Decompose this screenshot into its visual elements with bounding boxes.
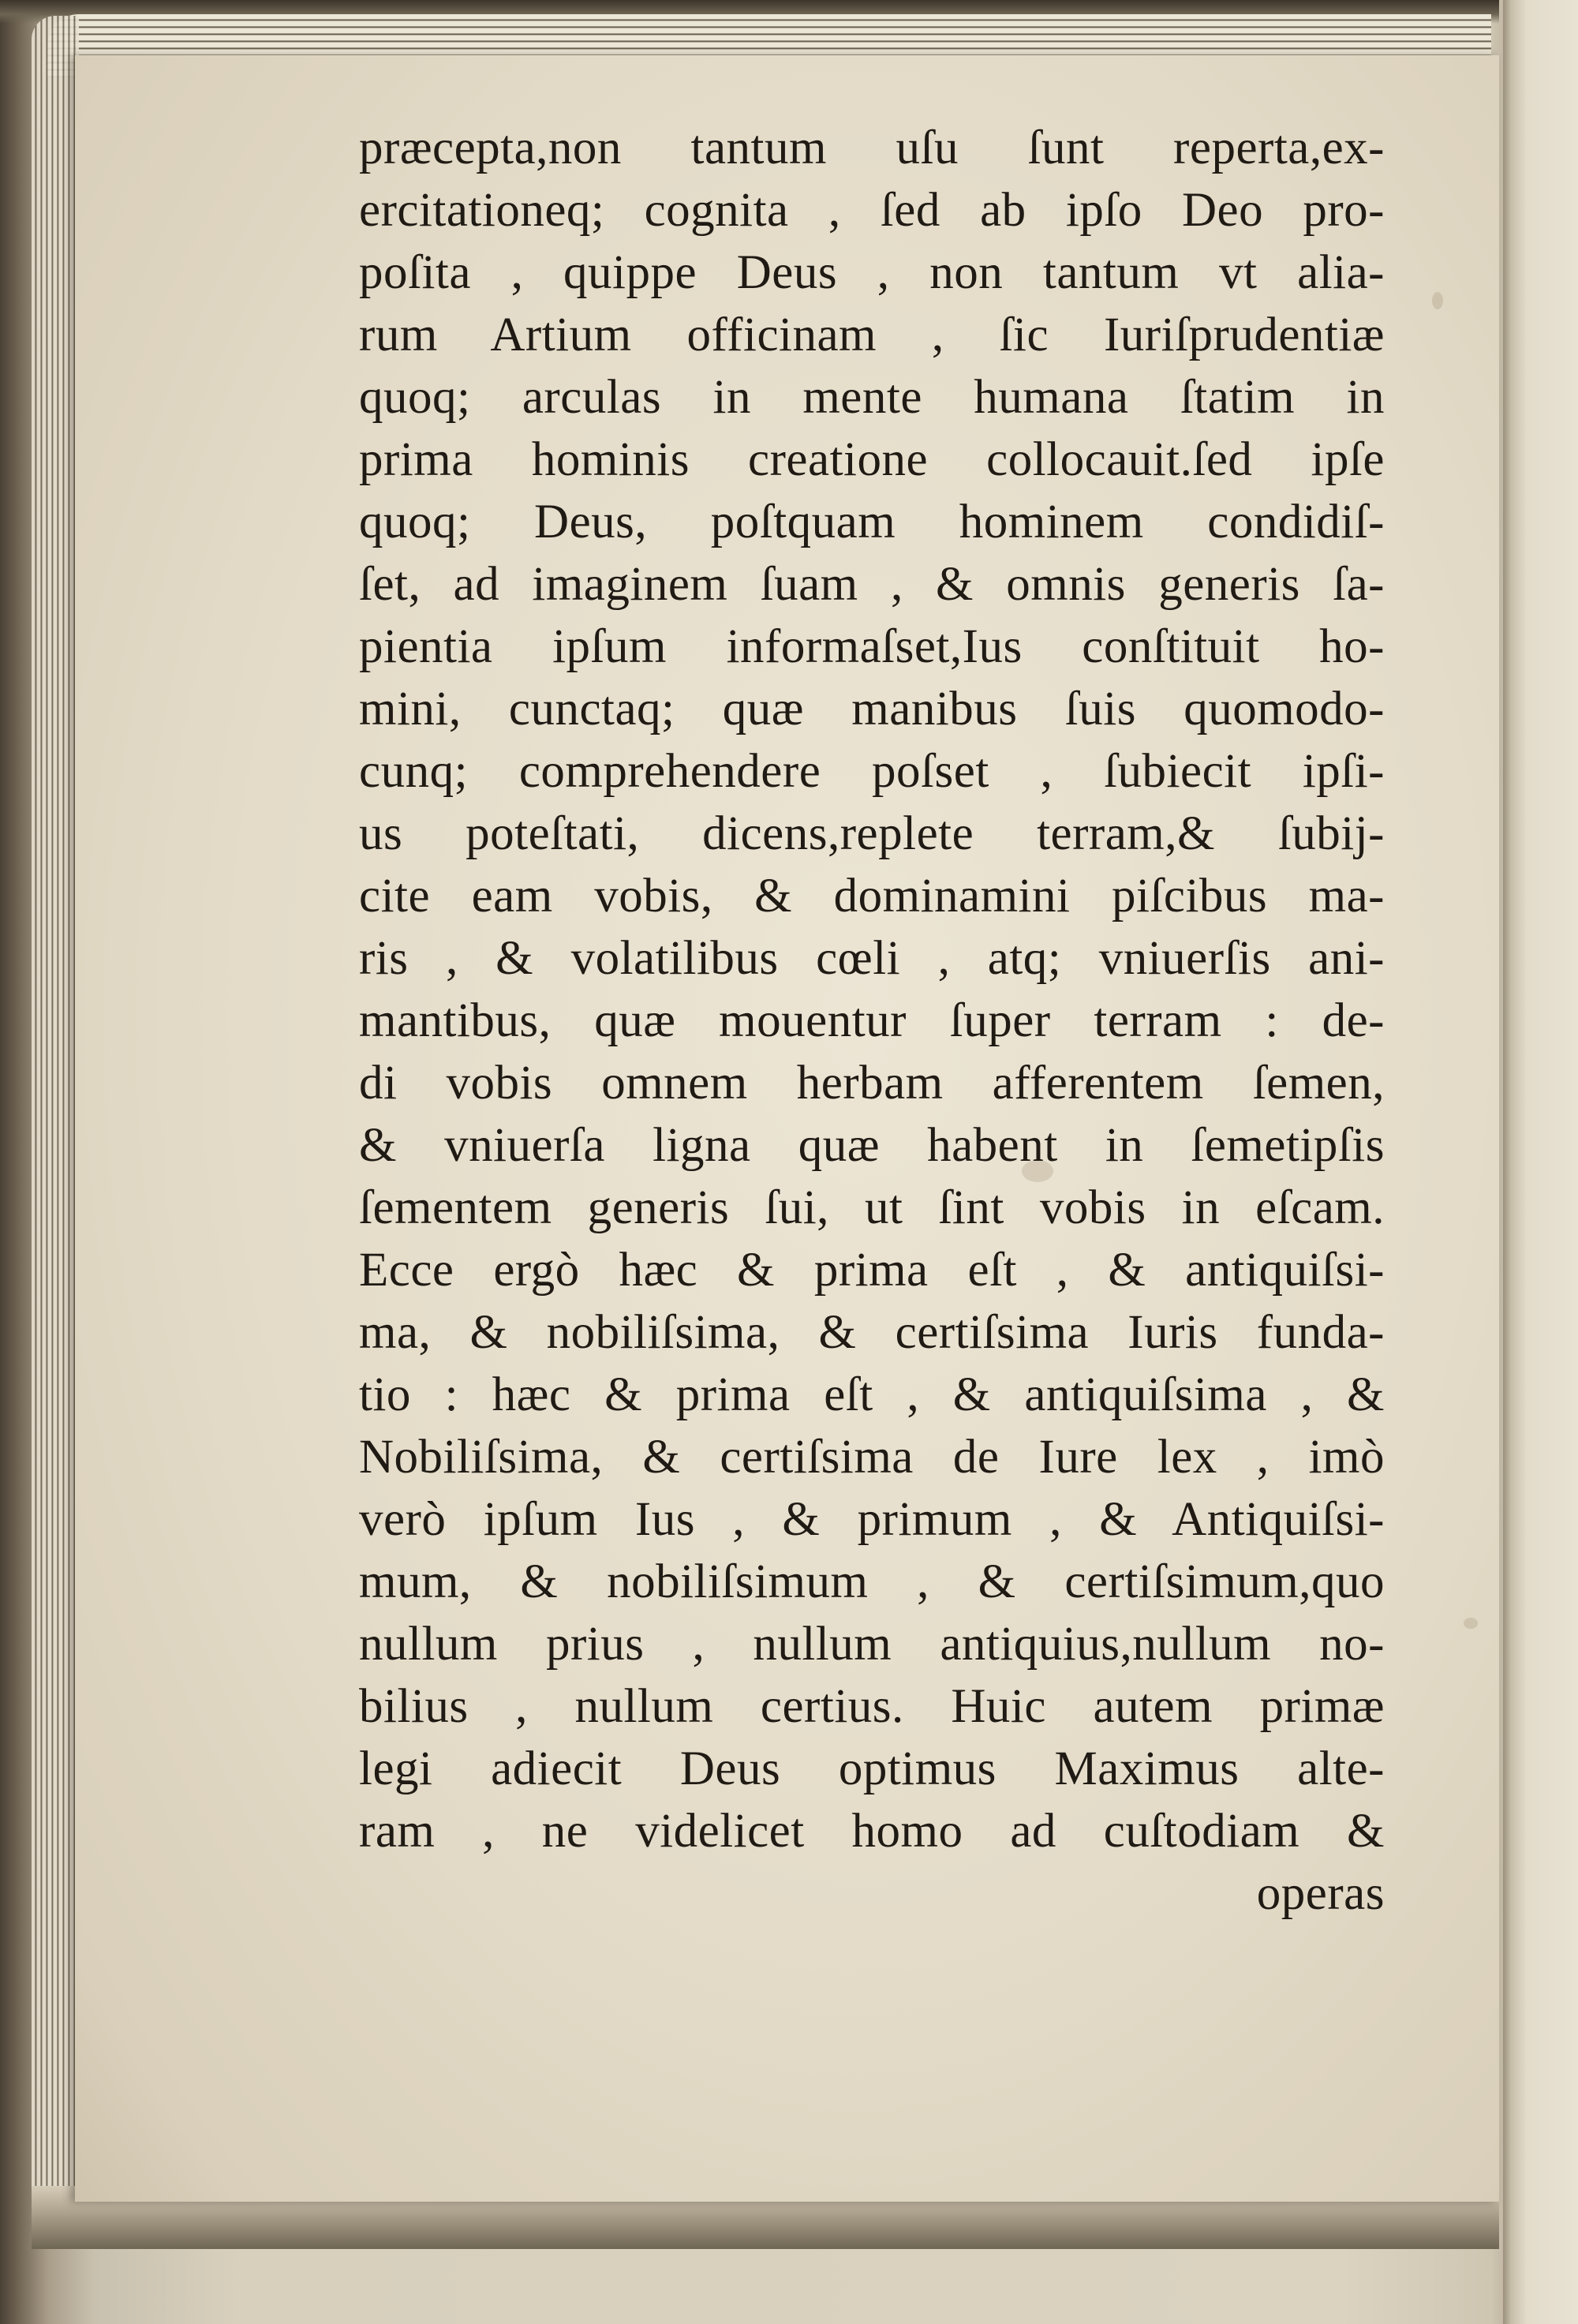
- text-line: ſet, ad imaginem ſuam , & omnis generis ſa-: [359, 558, 1385, 611]
- text-line: tio : hæc & prima eſt , & antiquiſsima , &: [359, 1368, 1385, 1421]
- text-line: quoq; Deus, poſtquam hominem condidiſ-: [359, 496, 1385, 548]
- text-line: poſita , quippe Deus , non tantum vt alia-: [359, 246, 1385, 299]
- text-line: legi adiecit Deus optimus Maximus alte-: [359, 1742, 1385, 1795]
- text-line: Nobiliſsima, & certiſsima de Iure lex , imò: [359, 1431, 1385, 1484]
- page-text: [359, 117, 1385, 1925]
- text-line: verò ipſum Ius , & primum , & Antiquiſsi-: [359, 1493, 1385, 1546]
- text-line: nullum prius , nullum antiquius,nullum no-: [359, 1618, 1385, 1671]
- facing-page-edge: [1503, 0, 1578, 2324]
- text-line: bilius , nullum certius. Huic autem primæ: [359, 1680, 1385, 1733]
- paper-stain: [1432, 292, 1443, 309]
- text-line: ram , ne videlicet homo ad cuſtodiam &: [359, 1805, 1385, 1858]
- text-line: cite eam vobis, & dominamini piſcibus ma-: [359, 870, 1385, 922]
- text-line: ſementem generis ſui, ut ſint vobis in eſcam.: [359, 1181, 1385, 1234]
- text-line: & vniuerſa ligna quæ habent in ſemetipſis: [359, 1119, 1385, 1172]
- text-line: di vobis omnem herbam afferentem ſemen,: [359, 1057, 1385, 1110]
- text-line: rum Artium officinam , ſic Iuriſprudentiæ: [359, 309, 1385, 361]
- text-line: us poteſtati, dicens,replete terram,& ſubij-: [359, 807, 1385, 860]
- text-line: præcepta,non tantum uſu ſunt reperta,ex-: [359, 122, 1385, 174]
- page-edges-left: [32, 16, 79, 2210]
- text-line: ercitationeq; cognita , ſed ab ipſo Deo pro-: [359, 184, 1385, 237]
- text-line: ris , & volatilibus cœli , atq; vniuerſis ani-: [359, 932, 1385, 985]
- paper-stain: [1464, 1618, 1478, 1629]
- text-line: ma, & nobiliſsima, & certiſsima Iuris funda-: [359, 1306, 1385, 1359]
- text-line: mum, & nobiliſsimum , & certiſsimum,quo: [359, 1555, 1385, 1608]
- text-line: mini, cunctaq; quæ manibus ſuis quomodo-: [359, 683, 1385, 735]
- text-line: pientia ipſum informaſset,Ius conſtituit ho-: [359, 620, 1385, 673]
- text-line: prima hominis creatione collocauit.ſed ipſe: [359, 433, 1385, 486]
- text-line: quoq; arculas in mente humana ſtatim in: [359, 371, 1385, 424]
- catchword: operas: [1256, 1867, 1385, 1920]
- text-line: mantibus, quæ mouentur ſuper terram : de-: [359, 994, 1385, 1047]
- text-line: cunq; comprehendere poſset , ſubiecit ipſi-: [359, 745, 1385, 798]
- text-line: Ecce ergò hæc & prima eſt , & antiquiſsi-: [359, 1244, 1385, 1297]
